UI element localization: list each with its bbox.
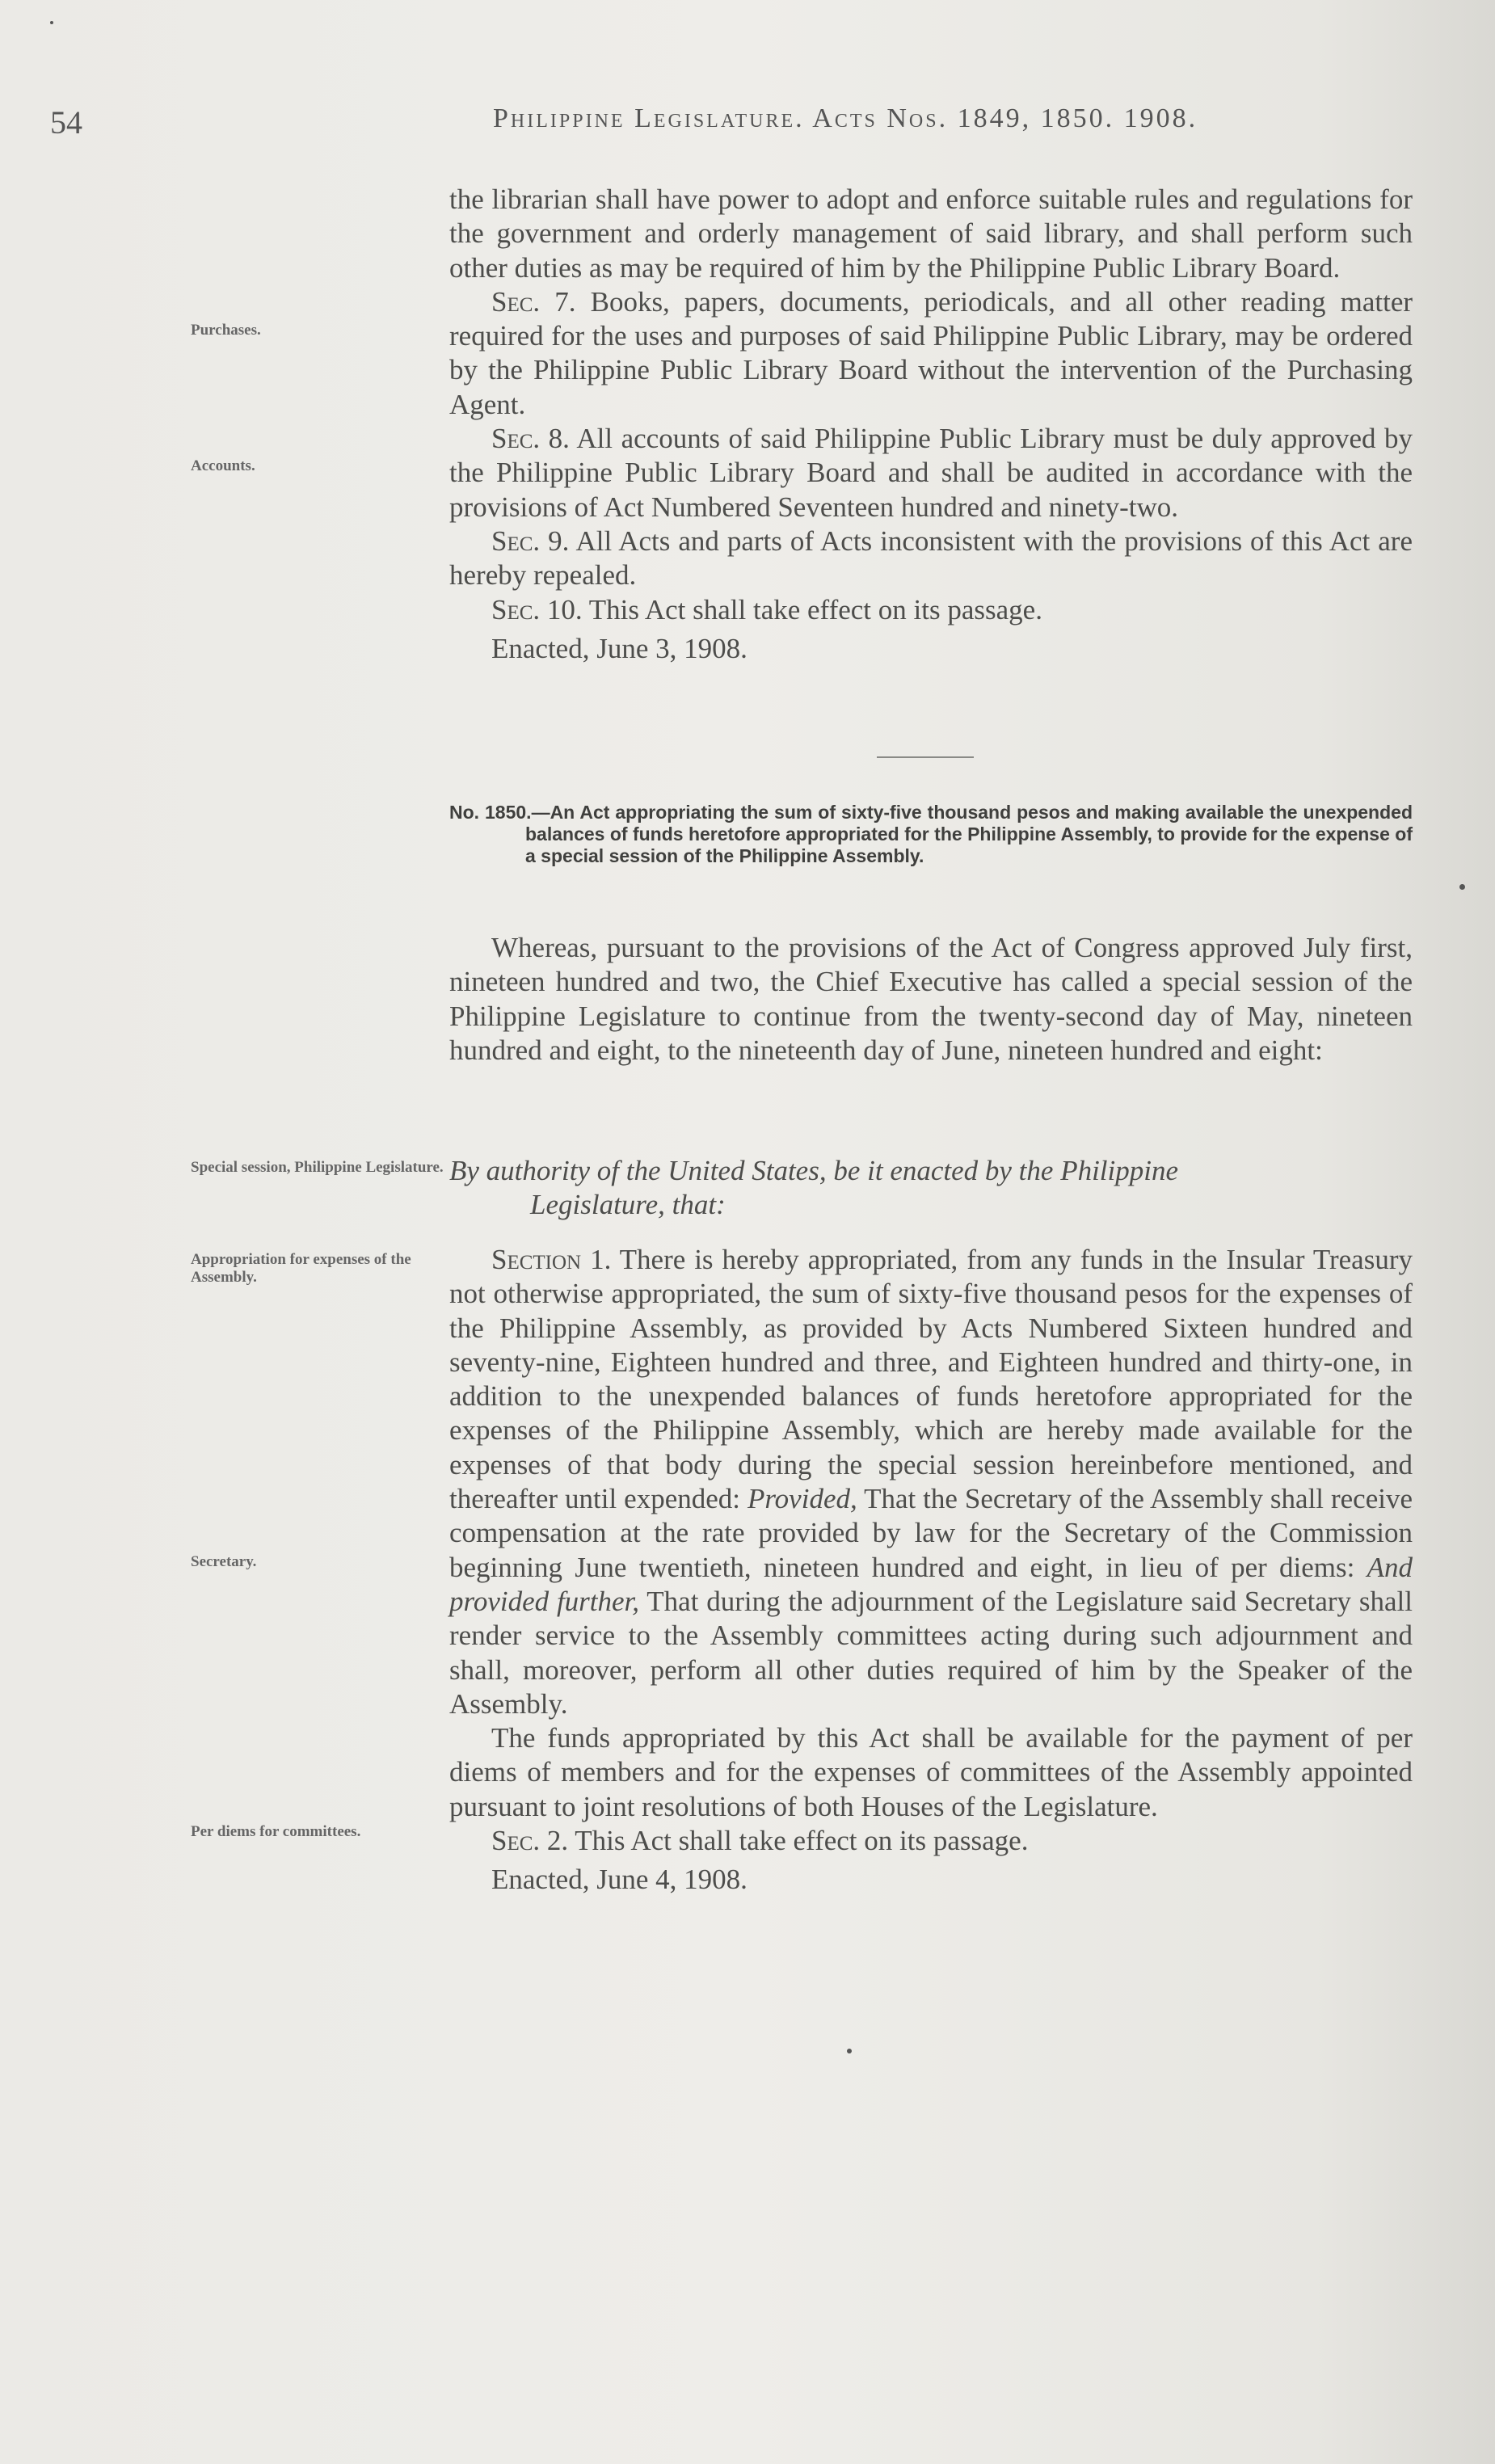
margin-note-purchases: Purchases. [191,322,261,339]
scan-speck [50,21,53,24]
enacting-clause-line-1: By authority of the United States, be it enacted by the Philippine [449,1155,1179,1186]
enacting-clause [449,1154,1413,1222]
act-1850-body [449,1243,1413,1897]
section-8-text: All accounts of said Philippine Public Library must be duly approved by the Philippine Public Library Board and shall be audited in accordance with the provisions of Act Numbered Seventeen hundred and ninety-two. [449,423,1413,523]
margin-note-special-session: Special session, Philippine Legislature. [191,1159,444,1176]
provided-further-term: And provided further, [449,1551,1413,1617]
running-head: Philippine Legislature. Acts Nos. 1849, 1850. 1908. [493,103,1198,133]
librarian-paragraph: the librarian shall have power to adopt and enforce suitable rules and regulations for the government and orderly management of said library, and shall perform such other duties as may be required of him by the Philippine Public Library Board. [449,183,1413,284]
margin-note-per-diems: Per diems for committees. [191,1823,361,1840]
page-number: 54 [50,104,82,141]
margin-note-secretary: Secretary. [191,1553,257,1570]
section-10-text: This Act shall take effect on its passage. [588,593,1042,625]
scan-speck [1459,884,1465,890]
section-10 [449,593,1413,627]
section-1-text-a: There is hereby appropriated, from any funds in the Insular Treasury not otherwise appropriated, the sum of sixty-five thousand pesos for the expenses of the Philippine Assembly, as provided by Acts Numbered Sixteen hundred and seventy-nine, Eighteen hundred and three, and Eighteen hundred and thirty-one, in addition to the unexpended balances of funds heretofore appropriated for the expenses of the Philippine Assembly, which are hereby made available for the expenses of that body during the special session hereinbefore mentioned, and thereafter until expended: [449,1244,1413,1515]
enacting-clause-line-2: Legislature, that: [530,1189,726,1220]
section-7-text: Books, papers, documents, periodicals, and all other reading matter required for the uses and purposes of said Philippine Public Library, may be ordered by the Philippine Public Library Board without the intervention of the Purchasing Agent. [449,285,1413,420]
whereas-clause: Whereas, pursuant to the provisions of the Act of Congress approved July first, nineteen hundred and two, the Chief Executive has called a special session of the Philippine Legislature to continue from the twenty-second day of May, nineteen hundred and eight, to the nineteenth day of June, nineteen hundred and eight: [449,932,1413,1066]
section-divider [877,756,974,758]
section-1 [449,1243,1413,1721]
section-1-text-c: That during the adjournment of the Legislature said Secretary shall render service to the Assembly committees acting during such adjournment and shall, moreover, perform all other duties required of him by the Speaker of the Assembly. [449,1585,1413,1720]
act-1849-enacted-date: Enacted, June 3, 1908. [491,632,748,664]
act-1850-title-text: No. 1850.—An Act appropriating the sum of sixty-five thousand pesos and making available the unexpended balances of funds heretofore appropriated for the Philippine Assembly, to provide for the expense of a special session of the Philippine Assembly. [449,802,1413,866]
act-1849-body [449,183,1413,666]
act-1850-enacted-date: Enacted, June 4, 1908. [491,1864,748,1896]
section-7-label: Sec. 7. [491,285,576,318]
scan-speck [847,2049,852,2053]
section-8 [449,422,1413,524]
margin-note-accounts: Accounts. [191,457,255,474]
funds-paragraph: The funds appropriated by this Act shall be available for the payment of per diems of members and for the expenses of committees of the Assembly appointed pursuant to joint resolutions of both Houses of the Legislature. [449,1722,1413,1822]
section-1-label: Section 1. [491,1244,612,1275]
section-2-text: This Act shall take effect on its passage. [575,1825,1029,1857]
provided-term: Provided, [747,1483,857,1515]
section-9 [449,524,1413,593]
section-2-label: Sec. 2. [491,1825,569,1857]
act-1850-preamble [449,931,1413,1068]
section-9-label: Sec. 9. [491,524,570,557]
margin-note-appropriation: Appropriation for expenses of the Assembly. [191,1251,411,1286]
section-1-text-b: That the Secretary of the Assembly shall receive compensation at the rate provided by law for the Secretary of the Commission beginning June twentieth, nineteen hundred and eight, in lieu of per diems: [449,1483,1413,1583]
section-10-label: Sec. 10. [491,593,583,625]
section-2 [449,1824,1413,1858]
act-1850-title [449,802,1413,867]
section-9-text: All Acts and parts of Acts inconsistent with the provisions of this Act are hereby repealed. [449,524,1413,592]
page-header [0,103,1495,152]
section-7 [449,285,1413,422]
section-8-label: Sec. 8. [491,423,570,455]
